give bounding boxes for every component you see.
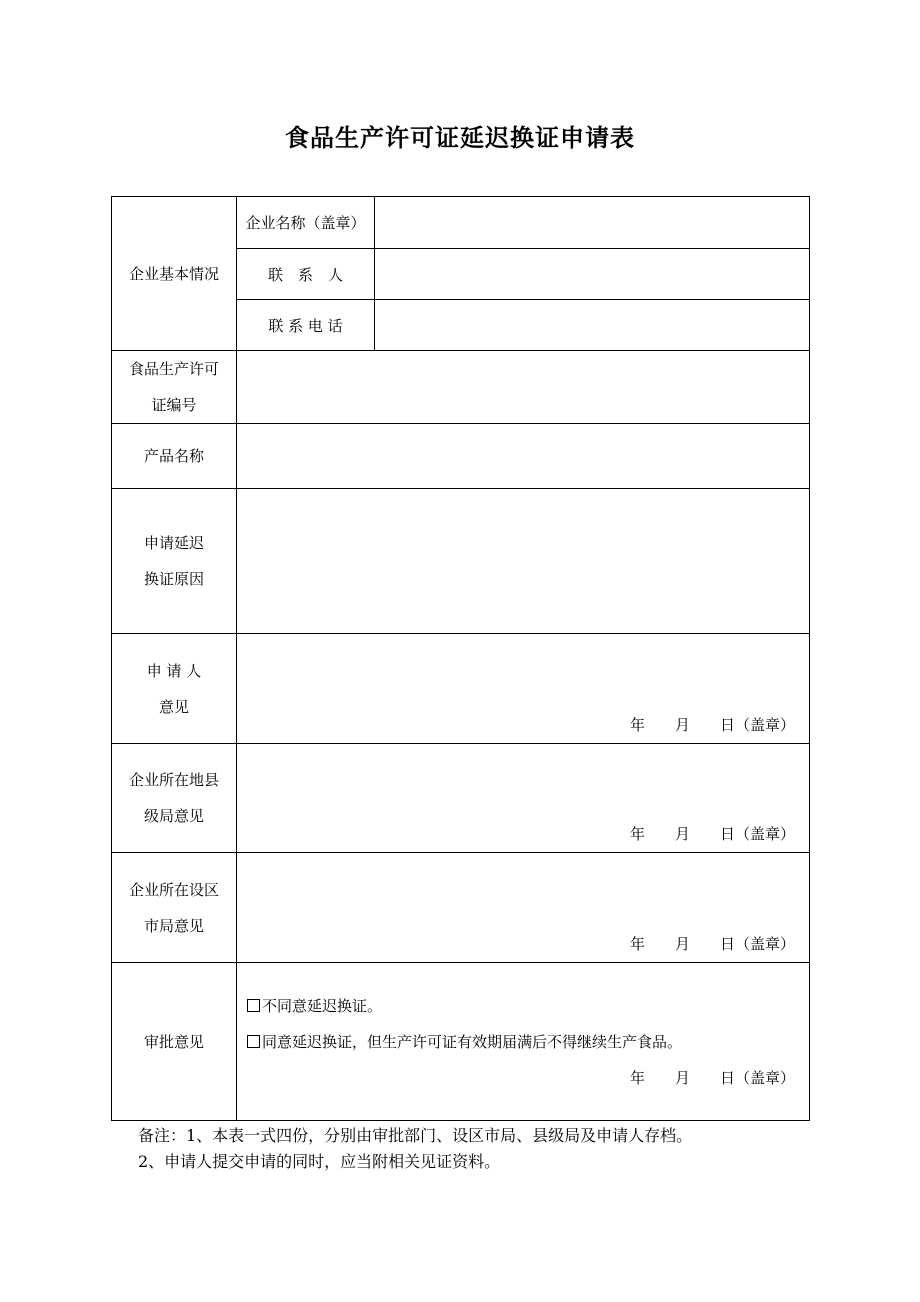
city-opinion-label-line1: 企业所在设区 bbox=[128, 880, 219, 899]
notes bbox=[138, 1123, 692, 1175]
applicant-opinion-label-line2: 意见 bbox=[158, 697, 189, 716]
option-agree-text: 同意延迟换证，但生产许可证有效期届满后不得继续生产食品。 bbox=[262, 1033, 683, 1051]
delay-reason-field[interactable] bbox=[237, 489, 810, 634]
city-opinion-label-line2: 市局意见 bbox=[143, 916, 204, 935]
row-license-number bbox=[112, 351, 810, 424]
company-name-label: 企业名称（盖章） bbox=[237, 197, 375, 249]
applicant-opinion-label bbox=[112, 634, 237, 744]
county-signature-date: 年 月 日（盖章） bbox=[629, 825, 795, 843]
product-name-field[interactable] bbox=[237, 424, 810, 489]
contact-phone-field[interactable] bbox=[375, 300, 810, 351]
product-name-label: 产品名称 bbox=[112, 424, 237, 489]
county-opinion-label-line1: 企业所在地县 bbox=[128, 771, 219, 789]
basic-info-label: 企业基本情况 bbox=[112, 197, 237, 351]
city-opinion-field[interactable] bbox=[237, 853, 810, 963]
approval-opinion-label: 审批意见 bbox=[112, 963, 237, 1121]
note-line-1: 备注：1、本表一式四份，分别由审批部门、设区市局、县级局及申请人存档。 bbox=[138, 1126, 693, 1145]
option-disagree[interactable] bbox=[247, 995, 382, 1016]
checkbox-disagree-icon[interactable] bbox=[247, 999, 260, 1012]
delay-reason-label-line2: 换证原因 bbox=[143, 570, 204, 588]
contact-person-label: 联 系 人 bbox=[237, 249, 375, 300]
applicant-opinion-field[interactable] bbox=[237, 634, 810, 744]
applicant-signature-date: 年 月 日（盖章） bbox=[629, 716, 795, 734]
row-product-name bbox=[112, 424, 810, 489]
row-county-opinion bbox=[112, 744, 810, 853]
row-applicant-opinion bbox=[112, 634, 810, 744]
contact-phone-label: 联 系 电 话 bbox=[237, 300, 375, 351]
city-signature-date: 年 月 日（盖章） bbox=[629, 935, 795, 953]
delay-reason-label-line1: 申请延迟 bbox=[143, 534, 204, 552]
row-approval-opinion bbox=[112, 963, 810, 1121]
license-number-label-line2: 证编号 bbox=[151, 396, 197, 414]
note-line-2: 2、申请人提交申请的同时，应当附相关见证资料。 bbox=[138, 1152, 501, 1171]
row-city-opinion bbox=[112, 853, 810, 963]
county-opinion-field[interactable] bbox=[237, 744, 810, 853]
delay-reason-label bbox=[112, 489, 237, 634]
option-agree[interactable] bbox=[247, 1031, 682, 1052]
applicant-opinion-label-line1: 申 请 人 bbox=[146, 661, 202, 680]
county-opinion-label-line2: 级局意见 bbox=[143, 807, 204, 825]
row-delay-reason bbox=[112, 489, 810, 634]
city-opinion-label bbox=[112, 853, 237, 963]
contact-person-field[interactable] bbox=[375, 249, 810, 300]
row-company-name bbox=[112, 197, 810, 249]
license-number-label bbox=[112, 351, 237, 424]
license-number-label-line1: 食品生产许可 bbox=[128, 360, 219, 378]
county-opinion-label bbox=[112, 744, 237, 853]
page-title: 食品生产许可证延迟换证申请表 bbox=[285, 123, 635, 152]
company-name-field[interactable] bbox=[375, 197, 810, 249]
option-disagree-text: 不同意延迟换证。 bbox=[262, 997, 383, 1015]
checkbox-agree-icon[interactable] bbox=[247, 1035, 260, 1048]
application-form-table bbox=[111, 196, 810, 1121]
approval-signature-date: 年 月 日（盖章） bbox=[629, 1069, 795, 1087]
license-number-field[interactable] bbox=[237, 351, 810, 424]
approval-opinion-field bbox=[237, 963, 810, 1121]
